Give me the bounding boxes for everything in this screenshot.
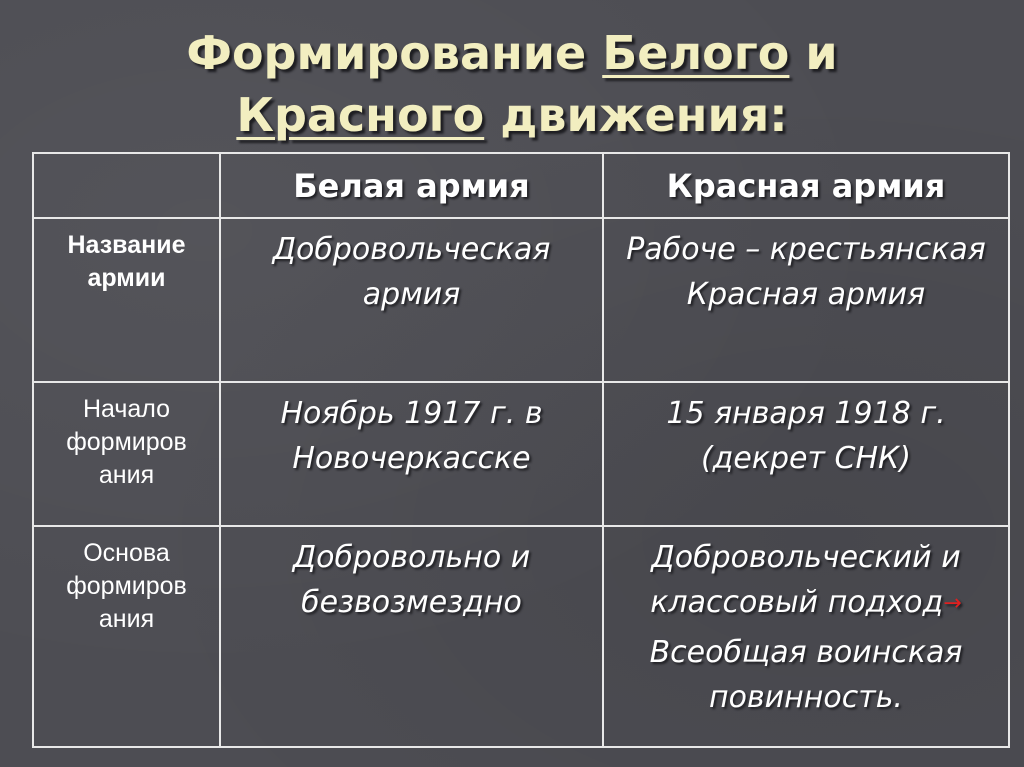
red-basis-text: Добровольческий и классовый подход	[650, 540, 961, 620]
cell-white-formation-start: Ноябрь 1917 г. в Новочеркасске	[220, 382, 603, 526]
row-label-army-name: Название армии	[33, 218, 220, 382]
table-row	[33, 382, 1009, 526]
table-row	[33, 526, 1009, 747]
comparison-table	[32, 152, 1010, 748]
cell-red-army-name: Рабоче – крестьянская Красная армия	[603, 218, 1009, 382]
red-basis-line-2: Всеобщая воинская повинность.	[649, 635, 963, 715]
row-label-formation-basis: Основа формиров ания	[33, 526, 220, 747]
header-empty-cell	[33, 153, 220, 218]
header-white-army: Белая армия	[220, 153, 603, 218]
table-row	[33, 218, 1009, 382]
header-row	[33, 153, 1009, 218]
red-basis-line-1	[608, 535, 1004, 626]
header-red-army: Красная армия	[603, 153, 1009, 218]
title-red-word: Красного	[236, 88, 485, 142]
slide-title	[0, 22, 1024, 146]
title-part-3: и	[789, 26, 838, 80]
title-part-1: Формирование	[186, 26, 603, 80]
title-part-5: движения:	[484, 88, 788, 142]
cell-red-formation-start: 15 января 1918 г. (декрет СНК)	[603, 382, 1009, 526]
cell-red-formation-basis	[603, 526, 1009, 747]
cell-white-formation-basis: Добровольно и безвозмездно	[220, 526, 603, 747]
red-arrow-icon: →	[943, 591, 962, 616]
cell-white-army-name: Добровольческая армия	[220, 218, 603, 382]
row-label-formation-start: Начало формиров ания	[33, 382, 220, 526]
title-white-word: Белого	[602, 26, 790, 80]
